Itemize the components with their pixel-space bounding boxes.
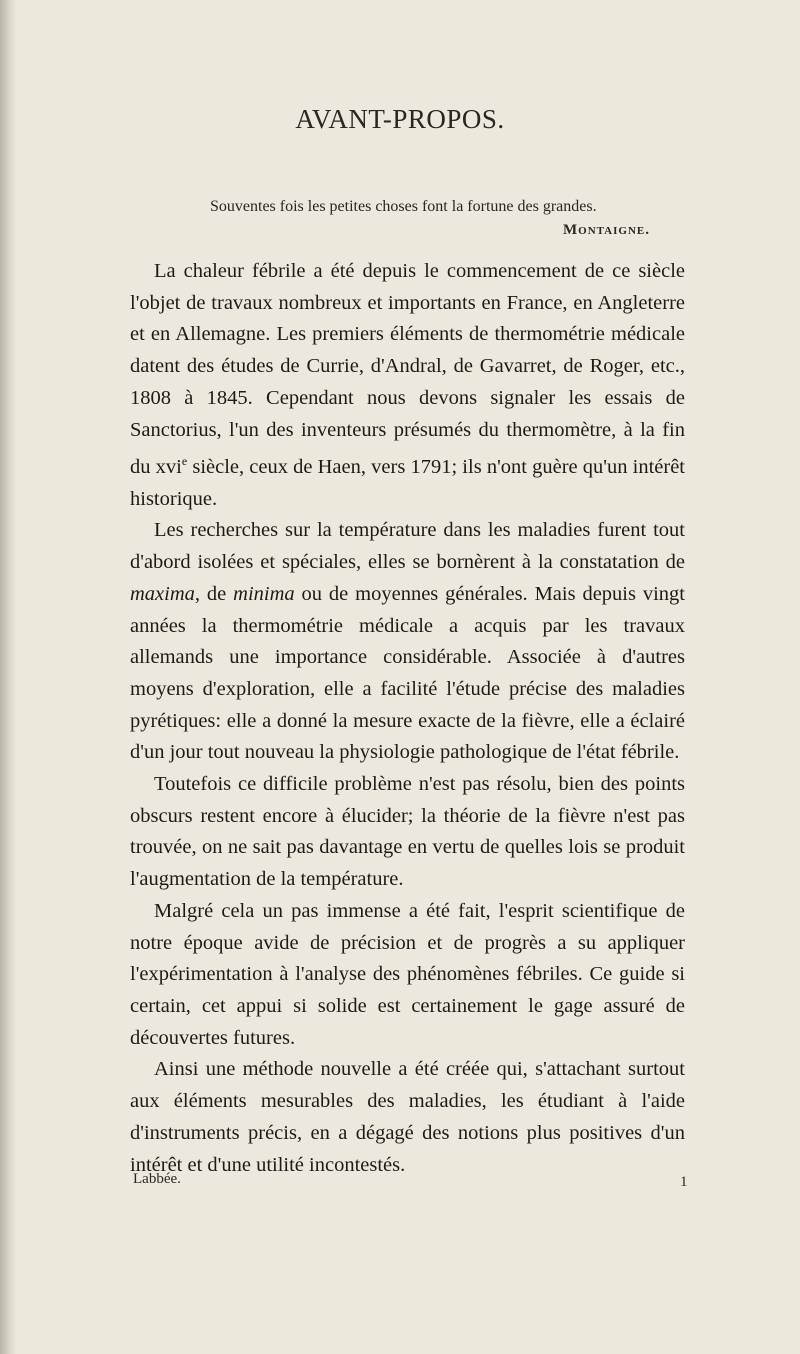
term-minima: minima [233,582,295,605]
paragraph-2-part-a: Les recherches sur la température dans les maladies furent tout d'abord isolées et spéciales, elles se bornèrent à la constatation de [130,519,685,574]
paragraph-4: Malgré cela un pas immense a été fait, l'esprit scientifique de notre époque avide de précision et de progrès a su appliquer l'expérimentation à l'analyse des phénomènes fébriles. Ce guide si certain, cet appui si solide est certainement le gage assuré de découvertes futures. [130,899,685,1049]
paragraph-1-part-b: siècle, ceux de Haen, vers 1791; ils n'ont guère qu'un intérêt historique. [130,456,685,510]
page-title: AVANT-PROPOS. [295,104,505,134]
epigraph-author: Montaigne. [563,222,650,238]
paragraph-5: Ainsi une méthode nouvelle a été créée qui, s'attachant surtout aux éléments mesurables des maladies, les étudiant à l'aide d'instruments précis, en a dégagé des notions plus positives d'un intérêt et d'une utilité incontestés. [130,1058,685,1176]
century-roman: xvi [155,456,182,479]
signature-mark: Labbée. [133,1171,181,1187]
body-text [130,256,685,1181]
paragraph-2-part-b: , de [194,582,234,605]
paragraph-1-part-a: La chaleur fébrile a été depuis le commencement de ce siècle l'objet de travaux nombreux et importants en France, en Angleterre et en Allemagne. Les premiers éléments de thermométrie médicale datent des études de Currie, d'Andral, de Gavarret, de Roger, etc., 1808 à 1845. Cependant nous devons signaler les essais de Sanctorius, l'un des inventeurs présumés du thermomètre, à la fin du [130,260,685,479]
paragraph-2 [130,515,685,769]
term-maxima: maxima [130,582,195,605]
paragraph-2-part-c: ou de moyennes générales. Mais depuis vingt années la thermométrie médicale a acquis par les travaux allemands une importance considérable. Associée à d'autres moyens d'exploration, elle a facilité l'étude précise des maladies pyrétiques: elle a donné la mesure exacte de la fièvre, elle a éclairé d'un jour tout nouveau la physiologie pathologique de l'état fébrile. [130,582,685,764]
paragraph-1 [130,256,685,515]
century-superscript: e [181,454,188,469]
epigraph-quote: Souventes fois les petites choses font la fortune des grandes. [210,198,597,215]
sheet-number: 1 [680,1174,688,1190]
paragraph-3: Toutefois ce difficile problème n'est pas résolu, bien des points obscurs restent encore à élucider; la théorie de la fièvre n'est pas trouvée, on ne sait pas davantage en vertu de quelles lois se produit l'augmentation de la température. [130,773,685,891]
